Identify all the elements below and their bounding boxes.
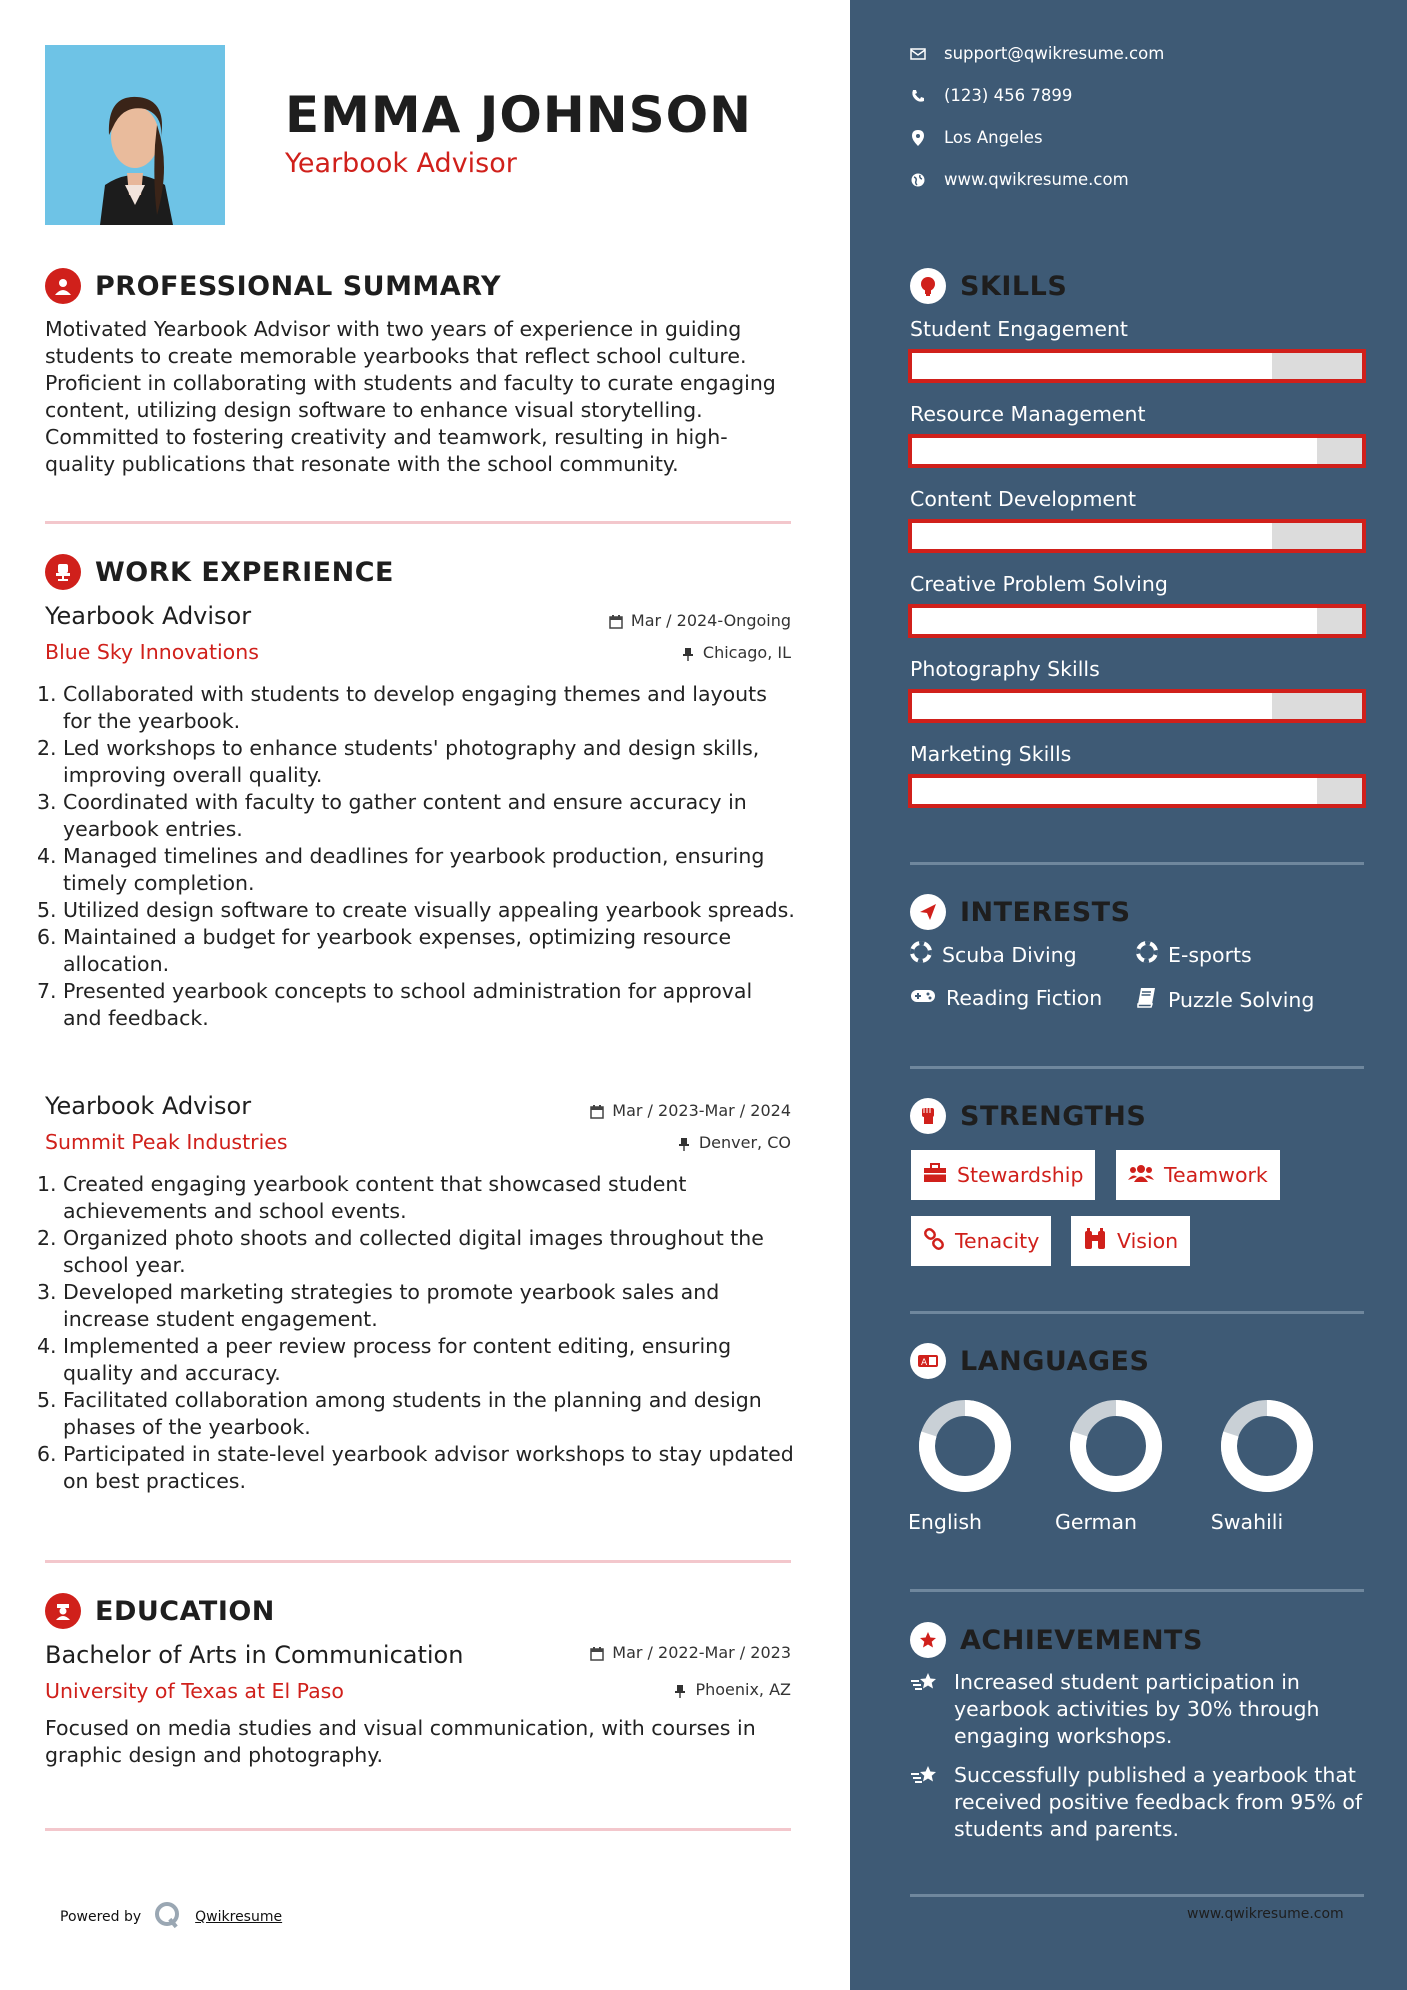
contact-website: [910, 170, 1129, 189]
list-item: 4. Managed timelines and deadlines for yearbook production, ensuring timely completion.: [37, 844, 765, 895]
profile-photo: [45, 45, 225, 225]
achievement-text: Successfully published a yearbook that received positive feedback from 95% of students and parents.: [954, 1763, 1363, 1841]
job-responsibilities: [37, 681, 795, 1032]
list-item: 4. Implemented a peer review process for content editing, ensuring quality and accuracy.: [37, 1334, 732, 1385]
calendar-icon: [590, 1646, 604, 1660]
summary-text: Motivated Yearbook Advisor with two years of experience in guiding students to create memorable yearbooks that reflect school culture. Proficient in collaborating with students and faculty to curate engaging content, utilizing design software to enhance visual storytelling. Committed to fostering creativity and teamwork, resulting in high-quality publications that resonate with the school community.: [45, 317, 776, 476]
list-item: 5. Facilitated collaboration among students in the planning and design phases of the yearbook.: [37, 1388, 762, 1439]
strength-tag: [911, 1150, 1095, 1200]
skill-bar-fill: [912, 778, 1317, 804]
strengths-heading: [910, 1098, 1146, 1134]
strength-tag: [1116, 1150, 1280, 1200]
gamepad-icon: [910, 986, 936, 1010]
skill-bar-fill: [912, 523, 1272, 549]
list-item: 2. Organized photo shoots and collected digital images throughout the school year.: [37, 1226, 764, 1277]
lifebuoy-icon: [1136, 941, 1158, 968]
experience-title: WORK EXPERIENCE: [95, 556, 394, 588]
contact-website-text[interactable]: www.qwikresume.com: [944, 170, 1129, 189]
achievement-item: [910, 1762, 1370, 1843]
calendar-icon: [590, 1104, 604, 1118]
translate-icon: [910, 1343, 946, 1379]
language-label: Swahili: [1210, 1510, 1284, 1534]
candidate-name: EMMA JOHNSON: [285, 86, 752, 144]
skill-bar: [908, 519, 1366, 553]
contact-email-text[interactable]: support@qwikresume.com: [944, 44, 1165, 63]
list-item: 5. Utilized design software to create visually appealing yearbook spreads.: [37, 898, 795, 922]
interests-title: INTERESTS: [960, 896, 1131, 928]
skill-label: Content Development: [910, 487, 1137, 511]
paper-plane-icon: [910, 894, 946, 930]
achievements-title: ACHIEVEMENTS: [960, 1624, 1203, 1656]
section-divider: [45, 1828, 791, 1831]
list-item: 6. Participated in state-level yearbook advisor workshops to stay updated on best practices.: [37, 1442, 794, 1493]
lifebuoy-icon: [910, 941, 932, 968]
education-dates-text: Mar / 2022-Mar / 2023: [612, 1643, 791, 1662]
summary-title: PROFESSIONAL SUMMARY: [95, 270, 502, 302]
languages-title: LANGUAGES: [960, 1345, 1150, 1377]
skill-bar: [908, 689, 1366, 723]
pin-icon: [677, 1136, 691, 1150]
job-title: Yearbook Advisor: [45, 602, 252, 630]
interest-label: Reading Fiction: [946, 986, 1103, 1010]
company-name: Summit Peak Industries: [45, 1130, 288, 1154]
list-item: 2. Led workshops to enhance students' photography and design skills, improving overall quality.: [37, 736, 760, 787]
skill-label: Student Engagement: [910, 317, 1128, 341]
footer-site[interactable]: www.qwikresume.com: [1187, 1906, 1344, 1922]
interest-item: [1136, 986, 1314, 1013]
education-heading: [45, 1593, 275, 1629]
section-divider: [910, 1311, 1364, 1314]
language-label: English: [907, 1510, 983, 1534]
envelope-icon: [910, 46, 926, 62]
education-location: [673, 1680, 791, 1699]
section-divider: [45, 521, 791, 524]
summary-heading: [45, 268, 501, 304]
skill-bar-fill: [912, 438, 1317, 464]
job-location-text: Chicago, IL: [702, 643, 791, 662]
job-dates: [609, 611, 791, 630]
job-responsibilities: [37, 1171, 795, 1495]
language-label: German: [1054, 1510, 1138, 1534]
calendar-icon: [609, 614, 623, 628]
language-ring: [895, 1396, 1035, 1500]
strength-label: Teamwork: [1164, 1163, 1268, 1187]
graduate-icon: [45, 1593, 81, 1629]
map-marker-icon: [910, 130, 926, 146]
achievement-item: [910, 1669, 1370, 1750]
interest-item: [910, 941, 1077, 968]
candidate-title: Yearbook Advisor: [285, 148, 517, 179]
fist-icon: [910, 1098, 946, 1134]
users-icon: [1128, 1163, 1154, 1188]
contact-phone-text: (123) 456 7899: [944, 86, 1073, 105]
shooting-star-icon: [910, 1762, 944, 1843]
language-ring: [1197, 1396, 1337, 1500]
interest-label: Puzzle Solving: [1168, 987, 1315, 1012]
book-icon: [1136, 986, 1158, 1013]
achievements-heading: [910, 1622, 1203, 1658]
briefcase-icon: [923, 1163, 947, 1188]
interests-heading: [910, 894, 1131, 930]
skill-label: Marketing Skills: [910, 742, 1072, 766]
star-badge-icon: [910, 1622, 946, 1658]
list-item: 7. Presented yearbook concepts to school administration for approval and feedback.: [37, 979, 753, 1030]
skill-label: Creative Problem Solving: [910, 572, 1168, 596]
section-divider: [910, 862, 1364, 865]
pin-icon: [673, 1683, 687, 1697]
contact-phone: [910, 86, 1072, 105]
education-description: Focused on media studies and visual communication, with courses in graphic design and photography.: [45, 1716, 756, 1767]
binoculars-icon: [1083, 1228, 1107, 1255]
job-dates: [590, 1101, 791, 1120]
list-item: 6. Maintained a budget for yearbook expenses, optimizing resource allocation.: [37, 925, 732, 976]
interest-label: Scuba Diving: [942, 942, 1077, 967]
chair-icon: [45, 554, 81, 590]
strength-label: Vision: [1117, 1229, 1179, 1253]
skill-bar: [908, 604, 1366, 638]
skill-bar: [908, 349, 1366, 383]
languages-heading: [910, 1343, 1149, 1379]
education-dates: [590, 1643, 791, 1662]
interest-item: [910, 986, 1102, 1010]
strengths-title: STRENGTHS: [960, 1100, 1147, 1132]
skill-bar-fill: [912, 353, 1272, 379]
skills-heading: [910, 268, 1067, 304]
section-divider: [910, 1066, 1364, 1069]
strength-label: Stewardship: [957, 1163, 1084, 1187]
skill-bar-fill: [912, 608, 1317, 634]
section-divider: [910, 1894, 1364, 1897]
strength-tag: [1071, 1216, 1190, 1266]
pin-icon: [681, 646, 695, 660]
experience-heading: [45, 554, 394, 590]
qwikresume-logo-icon: [153, 1900, 183, 1934]
school-name: University of Texas at El Paso: [45, 1679, 344, 1703]
skill-label: Photography Skills: [910, 657, 1100, 681]
section-divider: [45, 1560, 791, 1563]
job-location-text: Denver, CO: [698, 1133, 791, 1152]
contact-email: [910, 44, 1164, 63]
list-item: 1. Collaborated with students to develop engaging themes and layouts for the yearbook.: [37, 682, 767, 733]
education-title: EDUCATION: [95, 1595, 275, 1627]
interest-item: [1136, 941, 1252, 968]
company-name: Blue Sky Innovations: [45, 640, 259, 664]
skill-bar-fill: [912, 693, 1272, 719]
skill-bar: [908, 434, 1366, 468]
strength-tag: [911, 1216, 1051, 1266]
job-dates-text: Mar / 2024-Ongoing: [630, 611, 791, 630]
contact-location: [910, 128, 1043, 147]
lightbulb-icon: [910, 268, 946, 304]
powered-by-label: Powered by: [60, 1909, 142, 1925]
interest-label: E-sports: [1168, 942, 1252, 967]
section-divider: [910, 1589, 1364, 1592]
user-icon: [45, 268, 81, 304]
education-location-text: Phoenix, AZ: [695, 1680, 791, 1699]
globe-icon: [910, 172, 926, 188]
qwikresume-link[interactable]: Qwikresume: [195, 1909, 283, 1925]
list-item: 3. Developed marketing strategies to promote yearbook sales and increase student engagement.: [37, 1280, 720, 1331]
powered-by: [60, 1900, 282, 1934]
shooting-star-icon: [910, 1669, 944, 1750]
job-dates-text: Mar / 2023-Mar / 2024: [612, 1101, 791, 1120]
link-icon: [923, 1228, 945, 1255]
list-item: 3. Coordinated with faculty to gather content and ensure accuracy in yearbook entries.: [37, 790, 747, 841]
language-ring: [1046, 1396, 1186, 1500]
job-location: [681, 643, 791, 662]
degree-name: Bachelor of Arts in Communication: [45, 1641, 464, 1669]
skill-label: Resource Management: [910, 402, 1146, 426]
job-title: Yearbook Advisor: [45, 1092, 252, 1120]
svg-text:A: A: [921, 1358, 928, 1368]
contact-location-text: Los Angeles: [944, 128, 1043, 147]
skills-title: SKILLS: [960, 270, 1068, 302]
list-item: 1. Created engaging yearbook content that showcased student achievements and school events.: [37, 1172, 687, 1223]
strength-label: Tenacity: [955, 1229, 1040, 1253]
achievement-text: Increased student participation in yearbook activities by 30% through engaging workshops.: [954, 1670, 1320, 1748]
job-location: [677, 1133, 791, 1152]
phone-icon: [910, 88, 926, 104]
skill-bar: [908, 774, 1366, 808]
